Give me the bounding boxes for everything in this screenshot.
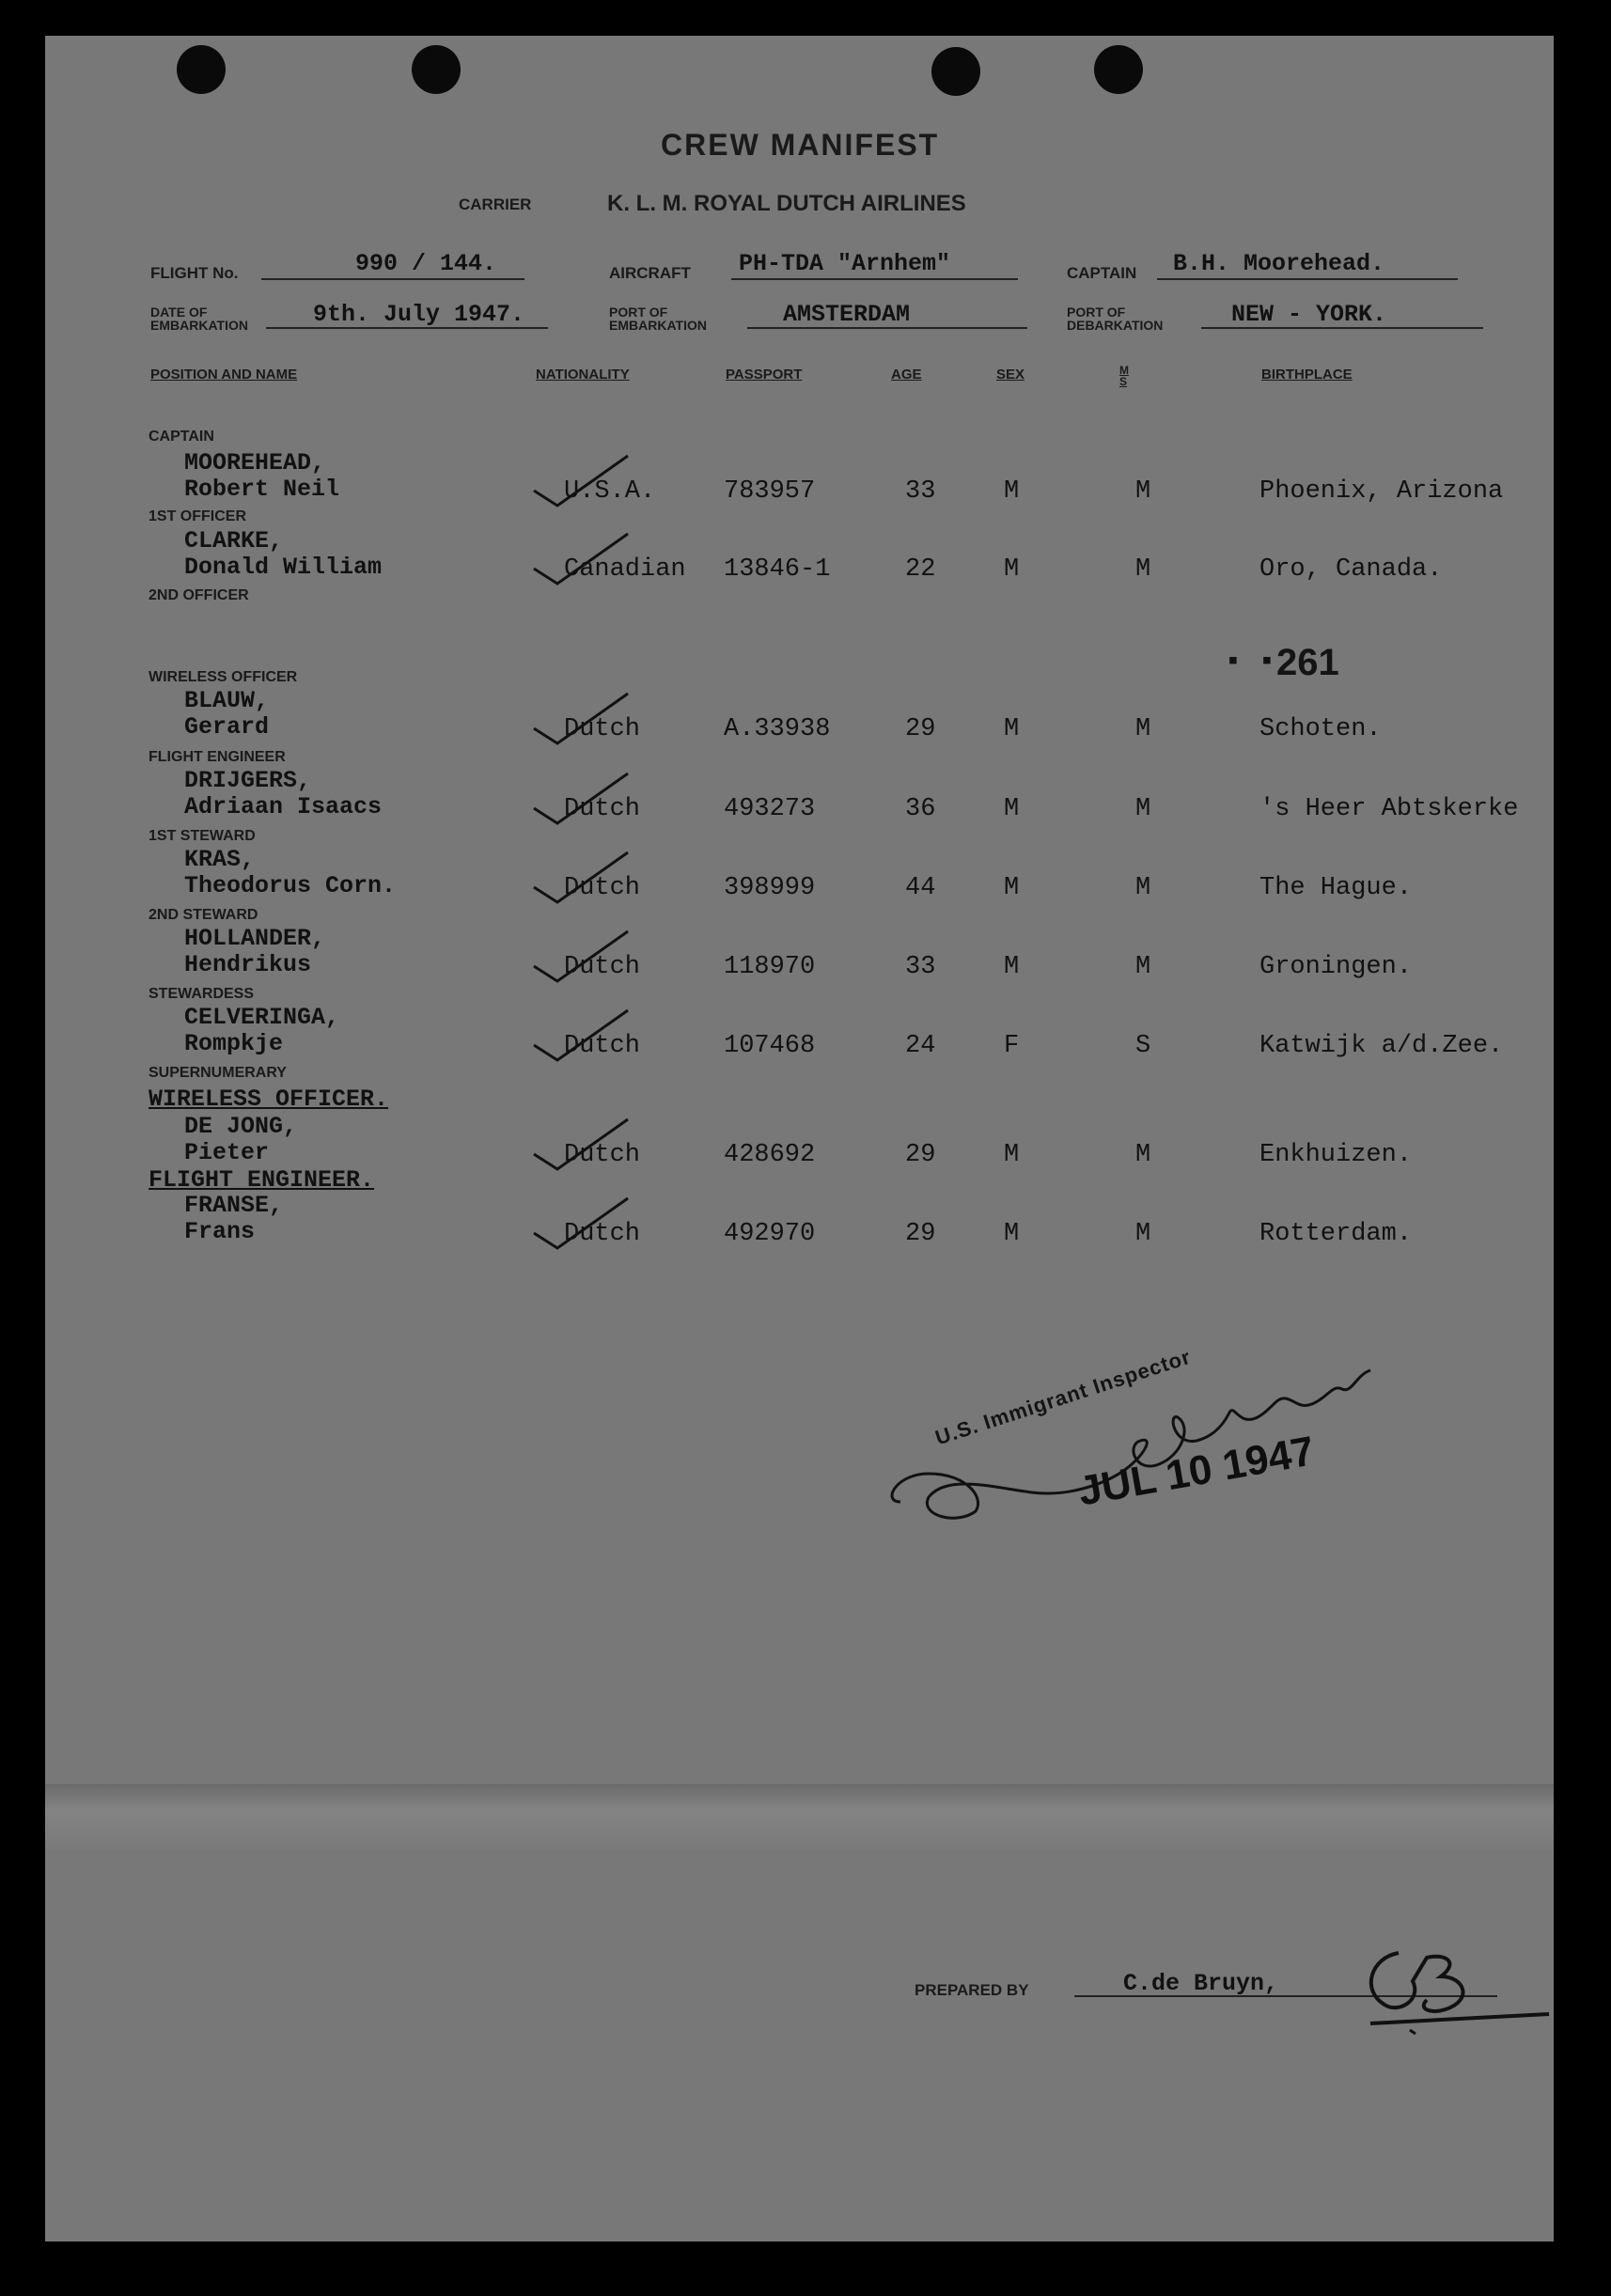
crew-passport: 118970 [724,953,816,981]
flight-no-value: 990 / 144. [355,250,497,277]
position-second-steward: 2ND STEWARD [149,907,258,923]
port-embarkation-label: PORT OF EMBARKATION [609,305,707,333]
crew-marital-status: M [1135,715,1151,743]
crew-surname: DE JONG, [184,1113,298,1140]
check-mark [534,931,628,981]
check-mark [534,1198,628,1248]
crew-marital-status: M [1135,1220,1151,1248]
captain-label: CAPTAIN [1067,264,1137,282]
col-position: POSITION AND NAME [150,367,298,383]
port-debarkation-value: NEW - YORK. [1231,301,1387,328]
crew-marital-status: M [1135,874,1151,902]
crew-sex: M [1004,953,1020,981]
crew-birthplace: Rotterdam. [1259,1220,1413,1248]
crew-birthplace: The Hague. [1259,874,1413,902]
crew-nationality: Dutch [564,953,641,981]
crew-surname: MOOREHEAD, [184,449,326,476]
crew-surname: BLAUW, [184,687,270,714]
crew-nationality: Dutch [564,1141,641,1169]
captain-value: B.H. Moorehead. [1173,250,1385,277]
crew-sex: M [1004,555,1020,584]
crew-given-name: Theodorus Corn. [184,872,397,899]
col-birthplace: BIRTHPLACE [1261,367,1353,383]
crew-passport: A.33938 [724,715,831,743]
carrier-value: K. L. M. ROYAL DUTCH AIRLINES [607,191,966,216]
crew-given-name: Pieter [184,1139,270,1166]
crew-passport: 428692 [724,1141,816,1169]
crew-passport: 398999 [724,874,816,902]
crew-marital-status: M [1135,953,1151,981]
crew-nationality: Dutch [564,1032,641,1060]
crew-age: 22 [905,555,936,584]
crew-marital-status: S [1135,1032,1151,1060]
position-stewardess: STEWARDESS [149,986,255,1002]
crew-passport: 493273 [724,795,816,823]
port-debarkation-label: PORT OF DEBARKATION [1067,305,1164,333]
prepared-by-value: C.de Bruyn, [1123,1970,1279,1997]
crew-given-name: Rompkje [184,1030,284,1057]
crew-surname: KRAS, [184,846,256,873]
check-mark [534,534,628,584]
paper-fold [45,1784,1554,1850]
crew-nationality: U.S.A. [564,477,656,506]
flight-no-label: FLIGHT No. [150,264,239,282]
crew-birthplace: Oro, Canada. [1259,555,1443,584]
crew-sex: M [1004,1141,1020,1169]
position-first-officer: 1ST OFFICER [149,508,247,524]
prepared-by-label: PREPARED BY [915,1981,1029,1999]
crew-given-name: Frans [184,1218,256,1245]
crew-birthplace: Groningen. [1259,953,1413,981]
position-second-officer: 2ND OFFICER [149,587,249,603]
crew-birthplace: Phoenix, Arizona [1259,477,1504,506]
position-captain: CAPTAIN [149,429,214,445]
col-sex: SEX [996,367,1025,383]
position-super-engineer: FLIGHT ENGINEER. [149,1166,375,1194]
check-mark [534,456,628,506]
date-label: DATE OF EMBARKATION [150,305,248,333]
crew-nationality: Dutch [564,795,641,823]
crew-nationality: Dutch [564,1220,641,1248]
preparer-initials [1342,1934,1554,2056]
crew-surname: CELVERINGA, [184,1004,340,1031]
aircraft-label: AIRCRAFT [609,264,691,282]
aircraft-value: PH-TDA "Arnhem" [739,250,951,277]
crew-age: 29 [905,1220,936,1248]
check-mark [534,773,628,823]
crew-marital-status: M [1135,555,1151,584]
check-mark [534,1119,628,1169]
crew-given-name: Gerard [184,713,270,741]
crew-nationality: Canadian [564,555,686,584]
crew-passport: 492970 [724,1220,816,1248]
crew-age: 36 [905,795,936,823]
inspection-date-stamp: JUL 10 1947 [1074,1428,1318,1515]
document-title: CREW MANIFEST [661,128,940,162]
crew-marital-status: M [1135,1141,1151,1169]
crew-given-name: Adriaan Isaacs [184,793,383,820]
crew-birthplace: 's Heer Abtskerke [1259,795,1519,823]
crew-passport: 13846-1 [724,555,831,584]
check-marks [45,36,1554,1351]
col-nationality: NATIONALITY [536,367,630,383]
col-ms: M S [1119,364,1129,388]
position-wireless-officer: WIRELESS OFFICER [149,669,298,685]
crew-birthplace: Enkhuizen. [1259,1141,1413,1169]
position-first-steward: 1ST STEWARD [149,828,256,844]
crew-passport: 783957 [724,477,816,506]
port-embarkation-value: AMSTERDAM [783,301,911,328]
crew-age: 44 [905,874,936,902]
crew-nationality: Dutch [564,715,641,743]
position-supernumerary: SUPERNUMERARY [149,1065,287,1081]
manifest-sheet [45,36,1554,2241]
crew-age: 29 [905,1141,936,1169]
col-age: AGE [891,367,922,383]
crew-birthplace: Katwijk a/d.Zee. [1259,1032,1504,1060]
crew-age: 33 [905,477,936,506]
crew-sex: M [1004,1220,1020,1248]
position-super-wireless: WIRELESS OFFICER. [149,1086,389,1113]
crew-given-name: Donald William [184,554,383,581]
crew-given-name: Robert Neil [184,476,340,503]
check-mark [534,1010,628,1060]
crew-age: 29 [905,715,936,743]
crew-sex: M [1004,477,1020,506]
crew-nationality: Dutch [564,874,641,902]
crew-sex: M [1004,795,1020,823]
check-mark [534,694,628,743]
check-mark [534,852,628,902]
crew-age: 33 [905,953,936,981]
date-value: 9th. July 1947. [313,301,525,328]
crew-passport: 107468 [724,1032,816,1060]
page-number-stamp: 261 [1276,642,1339,683]
col-passport: PASSPORT [726,367,803,383]
crew-surname: FRANSE, [184,1192,284,1219]
crew-sex: M [1004,715,1020,743]
crew-birthplace: Schoten. [1259,715,1382,743]
crew-sex: M [1004,874,1020,902]
carrier-label: CARRIER [459,195,532,213]
crew-surname: DRIJGERS, [184,767,312,794]
stamp-dots: ▪ ▪ [1225,647,1276,679]
crew-marital-status: M [1135,477,1151,506]
crew-age: 24 [905,1032,936,1060]
position-flight-engineer: FLIGHT ENGINEER [149,749,286,765]
inspector-stamp: U.S. Immigrant Inspector [931,1344,1195,1450]
crew-surname: CLARKE, [184,527,284,554]
crew-given-name: Hendrikus [184,951,312,978]
crew-marital-status: M [1135,795,1151,823]
crew-sex: F [1004,1032,1020,1060]
crew-surname: HOLLANDER, [184,925,326,952]
